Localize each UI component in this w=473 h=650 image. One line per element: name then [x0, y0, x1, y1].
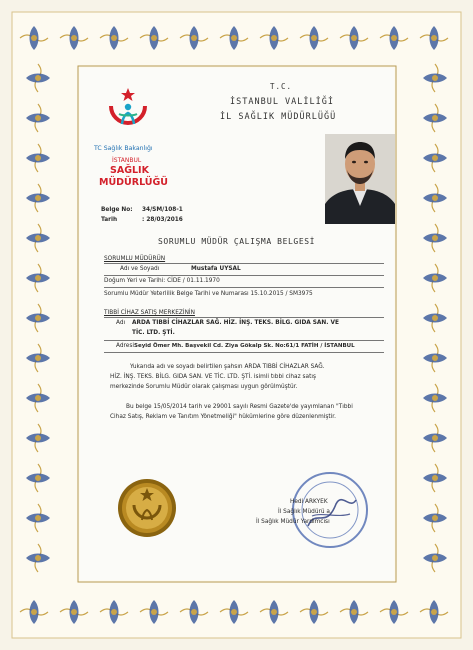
- divider-sorumlu: [104, 263, 384, 264]
- logo-line2: MÜDÜRLÜĞÜ: [99, 177, 169, 188]
- header-valilik: İSTANBUL VALİLİĞİ: [230, 97, 334, 107]
- sorumlu-heading: SORUMLU MÜDÜRÜN: [104, 256, 166, 262]
- merkez-heading: TIBBİ CİHAZ SATIŞ MERKEZİNİN: [104, 310, 195, 316]
- divider-birth: [104, 287, 384, 288]
- merkez-name-line1: ARDA TIBBİ CİHAZLAR SAĞ. HİZ. İNŞ. TEKS. BİLG. GIDA SAN. VE: [132, 320, 339, 326]
- divider-merkez: [104, 317, 384, 318]
- signature-name: Hedi ARKYEK: [290, 499, 328, 505]
- header-tc: T.C.: [270, 82, 293, 91]
- id-photo: [325, 134, 395, 224]
- header-mudurluk: İL SAĞLIK MÜDÜRLÜĞÜ: [220, 112, 337, 122]
- sorumlu-birth: Doğum Yeri ve Tarihi: CİDE / 01.11.1970: [104, 278, 220, 284]
- paragraph1-line2: HİZ. İNŞ. TEKS. BİLG. GIDA SAN. VE TİC. LTD. ŞTİ. isimli tıbbi cihaz satış: [110, 374, 316, 380]
- belge-no-label: Belge No:: [101, 207, 133, 213]
- gold-seal-icon: [117, 478, 177, 538]
- paragraph1-line1: Yukarıda adı ve soyadı belirtilen şahsın ARDA TIBBİ CİHAZLAR SAĞ.: [130, 364, 325, 370]
- paragraph2-line1: Bu belge 15/05/2014 tarih ve 29001 sayılı Resmi Gazete'de yayımlanan "Tıbbi: [126, 404, 353, 410]
- divider-name: [104, 275, 384, 276]
- logo-ministry: TC Sağlık Bakanlığı: [94, 145, 153, 152]
- merkez-address-label: Adresi: [116, 343, 134, 349]
- merkez-address: Seyid Ömer Mh. Başvekil Cd. Ziya Gökalp Sk. No:61/1 FATİH / İSTANBUL: [134, 343, 355, 349]
- document-title: SORUMLU MÜDÜR ÇALIŞMA BELGESİ: [158, 237, 316, 246]
- sorumlu-certificate: Sorumlu Müdür Yeterlilik Belge Tarihi ve Numarası 15.10.2015 / SM3975: [104, 291, 313, 297]
- paragraph1-line3: merkezinde Sorumlu Müdür olarak çalışması uygun görülmüştür.: [110, 384, 298, 390]
- divider-address: [104, 340, 384, 341]
- divider-address-bottom: [104, 352, 384, 353]
- signature-role1: İl Sağlık Müdürü a.: [278, 509, 332, 515]
- tarih-value: : 28/03/2016: [142, 217, 183, 223]
- logo-city: İSTANBUL: [112, 157, 142, 164]
- tarih-label: Tarih: [101, 217, 118, 223]
- sorumlu-name: Mustafa UYSAL: [191, 266, 241, 272]
- paragraph2-line2: Cihaz Satış, Reklam ve Tanıtım Yönetmeliği" hükümlerine göre düzenlenmiştir.: [110, 414, 336, 420]
- belge-no-value: 34/SM/108-1: [142, 207, 183, 213]
- sorumlu-name-label: Adı ve Soyadı: [120, 266, 160, 272]
- merkez-name-label: Adı: [116, 320, 126, 326]
- logo-line1: SAĞLIK: [110, 165, 149, 176]
- signature-role2: İl Sağlık Müdür Yardımcısı: [256, 519, 330, 525]
- merkez-name-line2: TİC. LTD. ŞTİ.: [132, 330, 175, 336]
- ministry-logo-icon: [105, 86, 151, 140]
